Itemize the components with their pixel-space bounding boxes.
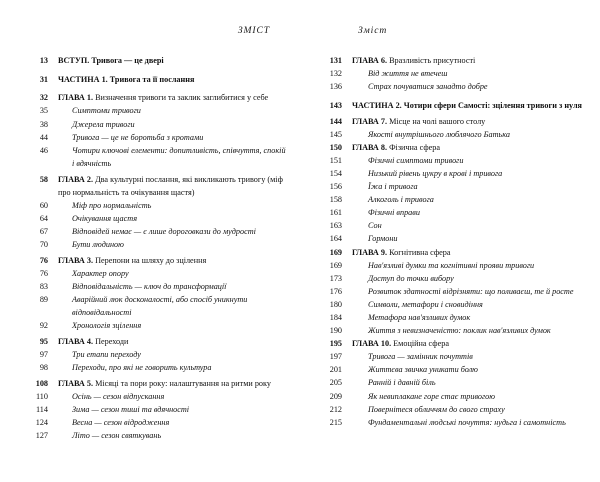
- toc-entry[interactable]: [28, 131, 288, 144]
- toc-entry[interactable]: [28, 91, 288, 104]
- toc-entry-lead: ЧАСТИНА 1.: [58, 74, 108, 84]
- toc-entry[interactable]: [318, 99, 592, 112]
- toc-entry[interactable]: [318, 298, 592, 311]
- toc-entry-label: [48, 54, 288, 67]
- toc-entry[interactable]: [318, 206, 592, 219]
- toc-entry-page-number: 163: [329, 221, 342, 231]
- toc-entry[interactable]: [28, 238, 288, 251]
- running-head-left: ЗМІСТ: [237, 25, 270, 36]
- toc-entry-page-number: 44: [39, 132, 48, 142]
- toc-entry[interactable]: [318, 363, 592, 376]
- toc-entry-page-number: 154: [329, 168, 342, 178]
- toc-entry[interactable]: [318, 180, 592, 193]
- toc-entry[interactable]: [318, 390, 592, 403]
- toc-entry[interactable]: [318, 141, 592, 154]
- toc-entry-lead: ГЛАВА 6.: [352, 56, 388, 65]
- toc-entry-label: [342, 246, 592, 259]
- toc-entry-label: Три етапи переходу: [72, 349, 141, 359]
- toc-entry-lead: ГЛАВА 10.: [352, 339, 392, 349]
- toc-entry-title: Переходи: [93, 336, 129, 346]
- toc-entry-page-number: 156: [329, 182, 342, 192]
- toc-entry-page-number: 35: [39, 106, 48, 116]
- toc-entry-label: Переходи, про які не говорить культура: [72, 363, 212, 373]
- toc-entry-label: Фізичні вправи: [368, 208, 420, 218]
- toc-entry-label: [48, 91, 288, 104]
- toc-entry-title: Чотири сфери Самості: зцілення тривоги з нуля: [401, 100, 582, 110]
- toc-entry[interactable]: [28, 293, 288, 319]
- toc-entry-label: Символи, метафори і сновидіння: [368, 299, 483, 309]
- toc-entry-lead: ГЛАВА 1.: [58, 93, 94, 103]
- toc-entry-label: [48, 173, 288, 199]
- toc-entry-page-number: 169: [329, 247, 342, 257]
- toc-entry[interactable]: [28, 118, 288, 131]
- toc-entry-label: Їжа і тривога: [368, 182, 418, 192]
- toc-entry-label: Доступ до точки вибору: [368, 273, 454, 283]
- toc-entry[interactable]: [318, 80, 592, 93]
- toc-entry[interactable]: [318, 272, 592, 285]
- toc-entry-page-number: 173: [329, 273, 342, 283]
- toc-entry-label: Ранній і давній біль: [368, 378, 436, 388]
- toc-entry-page-number: 212: [329, 404, 342, 414]
- toc-entry-page-number: 60: [39, 200, 48, 210]
- toc-entry[interactable]: [28, 416, 288, 429]
- toc-entry-page-number: 180: [329, 299, 342, 309]
- toc-entry[interactable]: [28, 361, 288, 374]
- toc-entry-page-number: 95: [39, 336, 48, 346]
- toc-entry-page-number: 31: [39, 74, 48, 84]
- toc-entry-page-number: 169: [329, 260, 342, 270]
- toc-entry-label: Очікування щастя: [72, 213, 138, 223]
- toc-entry-title: Фізична сфера: [387, 142, 441, 152]
- toc-entry-page-number: 201: [329, 365, 342, 375]
- toc-entry-label: Низький рівень цукру в крові і тривога: [368, 168, 503, 178]
- toc-entry-page-number: 38: [39, 119, 48, 129]
- toc-entry[interactable]: [28, 348, 288, 361]
- toc-entry[interactable]: [28, 199, 288, 212]
- toc-entry-label: [342, 337, 592, 350]
- toc-entry-page-number: 67: [39, 226, 48, 236]
- toc-entry[interactable]: [28, 173, 288, 199]
- toc-entry-label: [342, 141, 592, 154]
- toc-entry-page-number: 197: [329, 352, 342, 362]
- toc-entry[interactable]: [28, 390, 288, 403]
- toc-entry-label: Життєва звичка уникати болю: [368, 365, 478, 375]
- toc-entry-lead: ЧАСТИНА 2.: [352, 100, 402, 110]
- toc-entry-label: [342, 54, 592, 67]
- toc-entry-page-number: 150: [329, 142, 342, 152]
- toc-entry[interactable]: [318, 350, 592, 363]
- toc-entry-page-number: 164: [329, 234, 342, 244]
- toc-entry[interactable]: [28, 403, 288, 416]
- toc-entry-page-number: 58: [39, 174, 48, 184]
- toc-entry-page-number: 124: [35, 418, 48, 427]
- toc-entry-page-number: 13: [39, 56, 48, 65]
- toc-entry-page-number: 143: [329, 100, 342, 110]
- toc-entry-page-number: 108: [35, 378, 48, 388]
- toc-entry-label: Гормони: [368, 234, 398, 244]
- toc-entry-label: Життя з невизначеністю: поклик нав'язливих думок: [368, 326, 551, 336]
- toc-entry-title: Тривога — це двері: [89, 56, 164, 65]
- toc-entry[interactable]: [318, 324, 592, 337]
- toc-entry[interactable]: [318, 128, 592, 141]
- toc-entry-label: Симптоми тривоги: [72, 106, 141, 116]
- toc-entry-label: Міф про нормальність: [72, 200, 152, 210]
- toc-entry-label: Відповідей немає — є лише дороговкази до мудрості: [72, 226, 256, 236]
- toc-entry[interactable]: [318, 311, 592, 324]
- toc-entry[interactable]: [318, 154, 592, 167]
- toc-entry-label: Якості внутрішнього люблячого Батька: [368, 129, 510, 139]
- toc-entry-label: Аварійний люк досконалості, або спосіб уникнути відповідальності: [72, 294, 248, 318]
- toc-entry-page-number: 98: [39, 363, 48, 373]
- toc-entry-label: Хронологія зцілення: [72, 321, 142, 331]
- toc-entry-title: Визначення тривоги та заклик заглибитися у себе: [93, 93, 269, 103]
- toc-entry-label: Відповідальність — ключ до трансформації: [72, 281, 227, 291]
- toc-entry-page-number: 64: [39, 213, 48, 223]
- toc-entry-page-number: 215: [329, 417, 342, 427]
- toc-entry-page-number: 83: [39, 281, 48, 291]
- toc-list-right: [318, 54, 592, 429]
- toc-entry[interactable]: [318, 416, 592, 429]
- toc-entry-title: Місце на чолі вашого столу: [387, 116, 486, 126]
- toc-entry-title: Перепони на шляху до зцілення: [93, 255, 207, 265]
- toc-entry[interactable]: [28, 225, 288, 238]
- toc-entry-title: Вразливість присутності: [387, 56, 476, 65]
- toc-entry[interactable]: [28, 335, 288, 348]
- toc-entry-page-number: 97: [39, 349, 48, 359]
- toc-entry[interactable]: [28, 280, 288, 293]
- toc-entry-page-number: 195: [329, 339, 342, 349]
- toc-entry-label: Тривога — замінник почуттів: [368, 352, 473, 362]
- toc-entry-label: [342, 115, 592, 128]
- toc-entry[interactable]: [28, 319, 288, 332]
- toc-entry-page-number: 70: [39, 240, 48, 249]
- toc-entry-label: Від життя не втечеш: [368, 69, 448, 79]
- toc-column-right: [300, 0, 600, 482]
- toc-entry-label: Сон: [368, 221, 382, 231]
- toc-entry-page-number: 92: [39, 321, 48, 331]
- toc-entry-page-number: 161: [329, 208, 342, 218]
- toc-entry-page-number: 205: [329, 378, 342, 388]
- toc-entry[interactable]: [318, 259, 592, 272]
- toc-entry-label: Алкоголь і тривога: [368, 195, 434, 205]
- toc-entry-lead: ГЛАВА 3.: [58, 255, 94, 265]
- toc-entry-label: Страх почуватися занадто добре: [368, 82, 488, 92]
- toc-entry-page-number: 190: [329, 326, 342, 336]
- toc-entry-label: Весна — сезон відродження: [72, 418, 170, 427]
- toc-entry[interactable]: [318, 285, 592, 298]
- running-head-right: Зміст: [358, 25, 388, 36]
- toc-entry-label: Нав'язливі думки та когнітивні прояви тривоги: [368, 260, 535, 270]
- toc-entry[interactable]: [28, 104, 288, 117]
- toc-entry[interactable]: [28, 144, 288, 170]
- toc-entry-page-number: 158: [329, 195, 342, 205]
- toc-entry-label: Фундаментальні людські почуття: нудьга і самотність: [368, 417, 566, 427]
- toc-entry-label: Характер опору: [72, 268, 129, 278]
- toc-entry[interactable]: [28, 73, 288, 86]
- toc-entry-page-number: 184: [329, 312, 342, 322]
- toc-entry-label: [48, 335, 288, 348]
- toc-entry-page-number: 176: [329, 286, 342, 296]
- toc-entry[interactable]: [318, 67, 592, 80]
- toc-entry-label: Осінь — сезон відпускання: [72, 391, 165, 401]
- toc-entry-page-number: 89: [39, 294, 48, 304]
- toc-entry[interactable]: [318, 193, 592, 206]
- toc-entry-page-number: 46: [39, 145, 48, 155]
- toc-entry[interactable]: [318, 376, 592, 389]
- toc-entry-title: Місяці та пори року: налаштування на ритми року: [93, 378, 271, 388]
- toc-entry-label: Метафора нав'язливих думок: [368, 312, 471, 322]
- toc-entry[interactable]: [318, 337, 592, 350]
- toc-entry-page-number: 76: [39, 268, 48, 278]
- toc-entry-lead: ГЛАВА 2.: [58, 174, 94, 184]
- toc-entry-label: Як невиплакане горе стає тривогою: [368, 391, 496, 401]
- toc-entry[interactable]: [318, 219, 592, 232]
- toc-entry-lead: ГЛАВА 4.: [58, 336, 94, 346]
- toc-entry[interactable]: [318, 167, 592, 180]
- toc-entry-label: Розвиток здатності відрізняти: що поливаєш, те й росте: [368, 286, 574, 296]
- toc-entry[interactable]: [28, 54, 288, 67]
- toc-entry-page-number: 136: [329, 82, 342, 92]
- toc-entry-label: Джерела тривоги: [72, 119, 135, 129]
- toc-entry-label: Літо — сезон святкувань: [72, 431, 162, 441]
- toc-entry-lead: ГЛАВА 9.: [352, 247, 388, 257]
- toc-entry-page-number: 127: [35, 431, 48, 441]
- toc-entry-label: [342, 99, 592, 112]
- toc-entry-page-number: 131: [329, 56, 342, 65]
- toc-entry-label: Тривога — це не боротьба з кротами: [72, 132, 204, 142]
- toc-entry-label: Зима — сезон тиші та вдячності: [72, 404, 190, 414]
- toc-entry-label: Повернітеся обличчям до свого страху: [368, 404, 505, 414]
- toc-entry-page-number: 151: [329, 155, 342, 165]
- toc-entry-label: Чотири ключові елементи: допитливість, співчуття, спокій і вдячність: [72, 145, 286, 168]
- toc-entry-title: Емоційна сфера: [391, 339, 449, 349]
- toc-entry-page-number: 76: [39, 255, 48, 265]
- toc-entry[interactable]: [28, 254, 288, 267]
- toc-entry-lead: ГЛАВА 7.: [352, 116, 388, 126]
- toc-entry-lead: ГЛАВА 8.: [352, 142, 388, 152]
- toc-entry[interactable]: [28, 212, 288, 225]
- toc-entry[interactable]: [318, 246, 592, 259]
- toc-entry-page-number: 144: [329, 116, 342, 126]
- toc-entry[interactable]: [318, 403, 592, 416]
- toc-entry[interactable]: [318, 54, 592, 67]
- toc-entry[interactable]: [28, 267, 288, 280]
- toc-entry[interactable]: [28, 377, 288, 390]
- toc-list-left: [28, 54, 288, 442]
- toc-entry[interactable]: [28, 429, 288, 442]
- toc-entry-lead: ВСТУП.: [58, 56, 90, 65]
- toc-entry-page-number: 114: [36, 404, 48, 414]
- toc-entry[interactable]: [318, 232, 592, 245]
- toc-entry-title: Тривога та її послання: [107, 74, 195, 84]
- toc-entry-lead: ГЛАВА 5.: [58, 378, 94, 388]
- toc-entry[interactable]: [318, 115, 592, 128]
- toc-entry-page-number: 32: [39, 93, 48, 103]
- toc-entry-page-number: 209: [329, 391, 342, 401]
- toc-entry-page-number: 110: [36, 391, 48, 401]
- toc-entry-page-number: 132: [329, 69, 342, 79]
- toc-entry-page-number: 145: [329, 129, 342, 139]
- toc-entry-label: [48, 73, 288, 86]
- toc-entry-label: [48, 377, 288, 390]
- toc-entry-title: Два культурні послання, які викликають тривогу (міф про нормальність та очікування щастя): [58, 174, 283, 197]
- toc-entry-title: Когнітивна сфера: [387, 247, 451, 257]
- toc-entry-label: [48, 254, 288, 267]
- toc-entry-label: Фізичні симптоми тривоги: [368, 155, 464, 165]
- toc-entry-label: Бути людиною: [72, 240, 124, 249]
